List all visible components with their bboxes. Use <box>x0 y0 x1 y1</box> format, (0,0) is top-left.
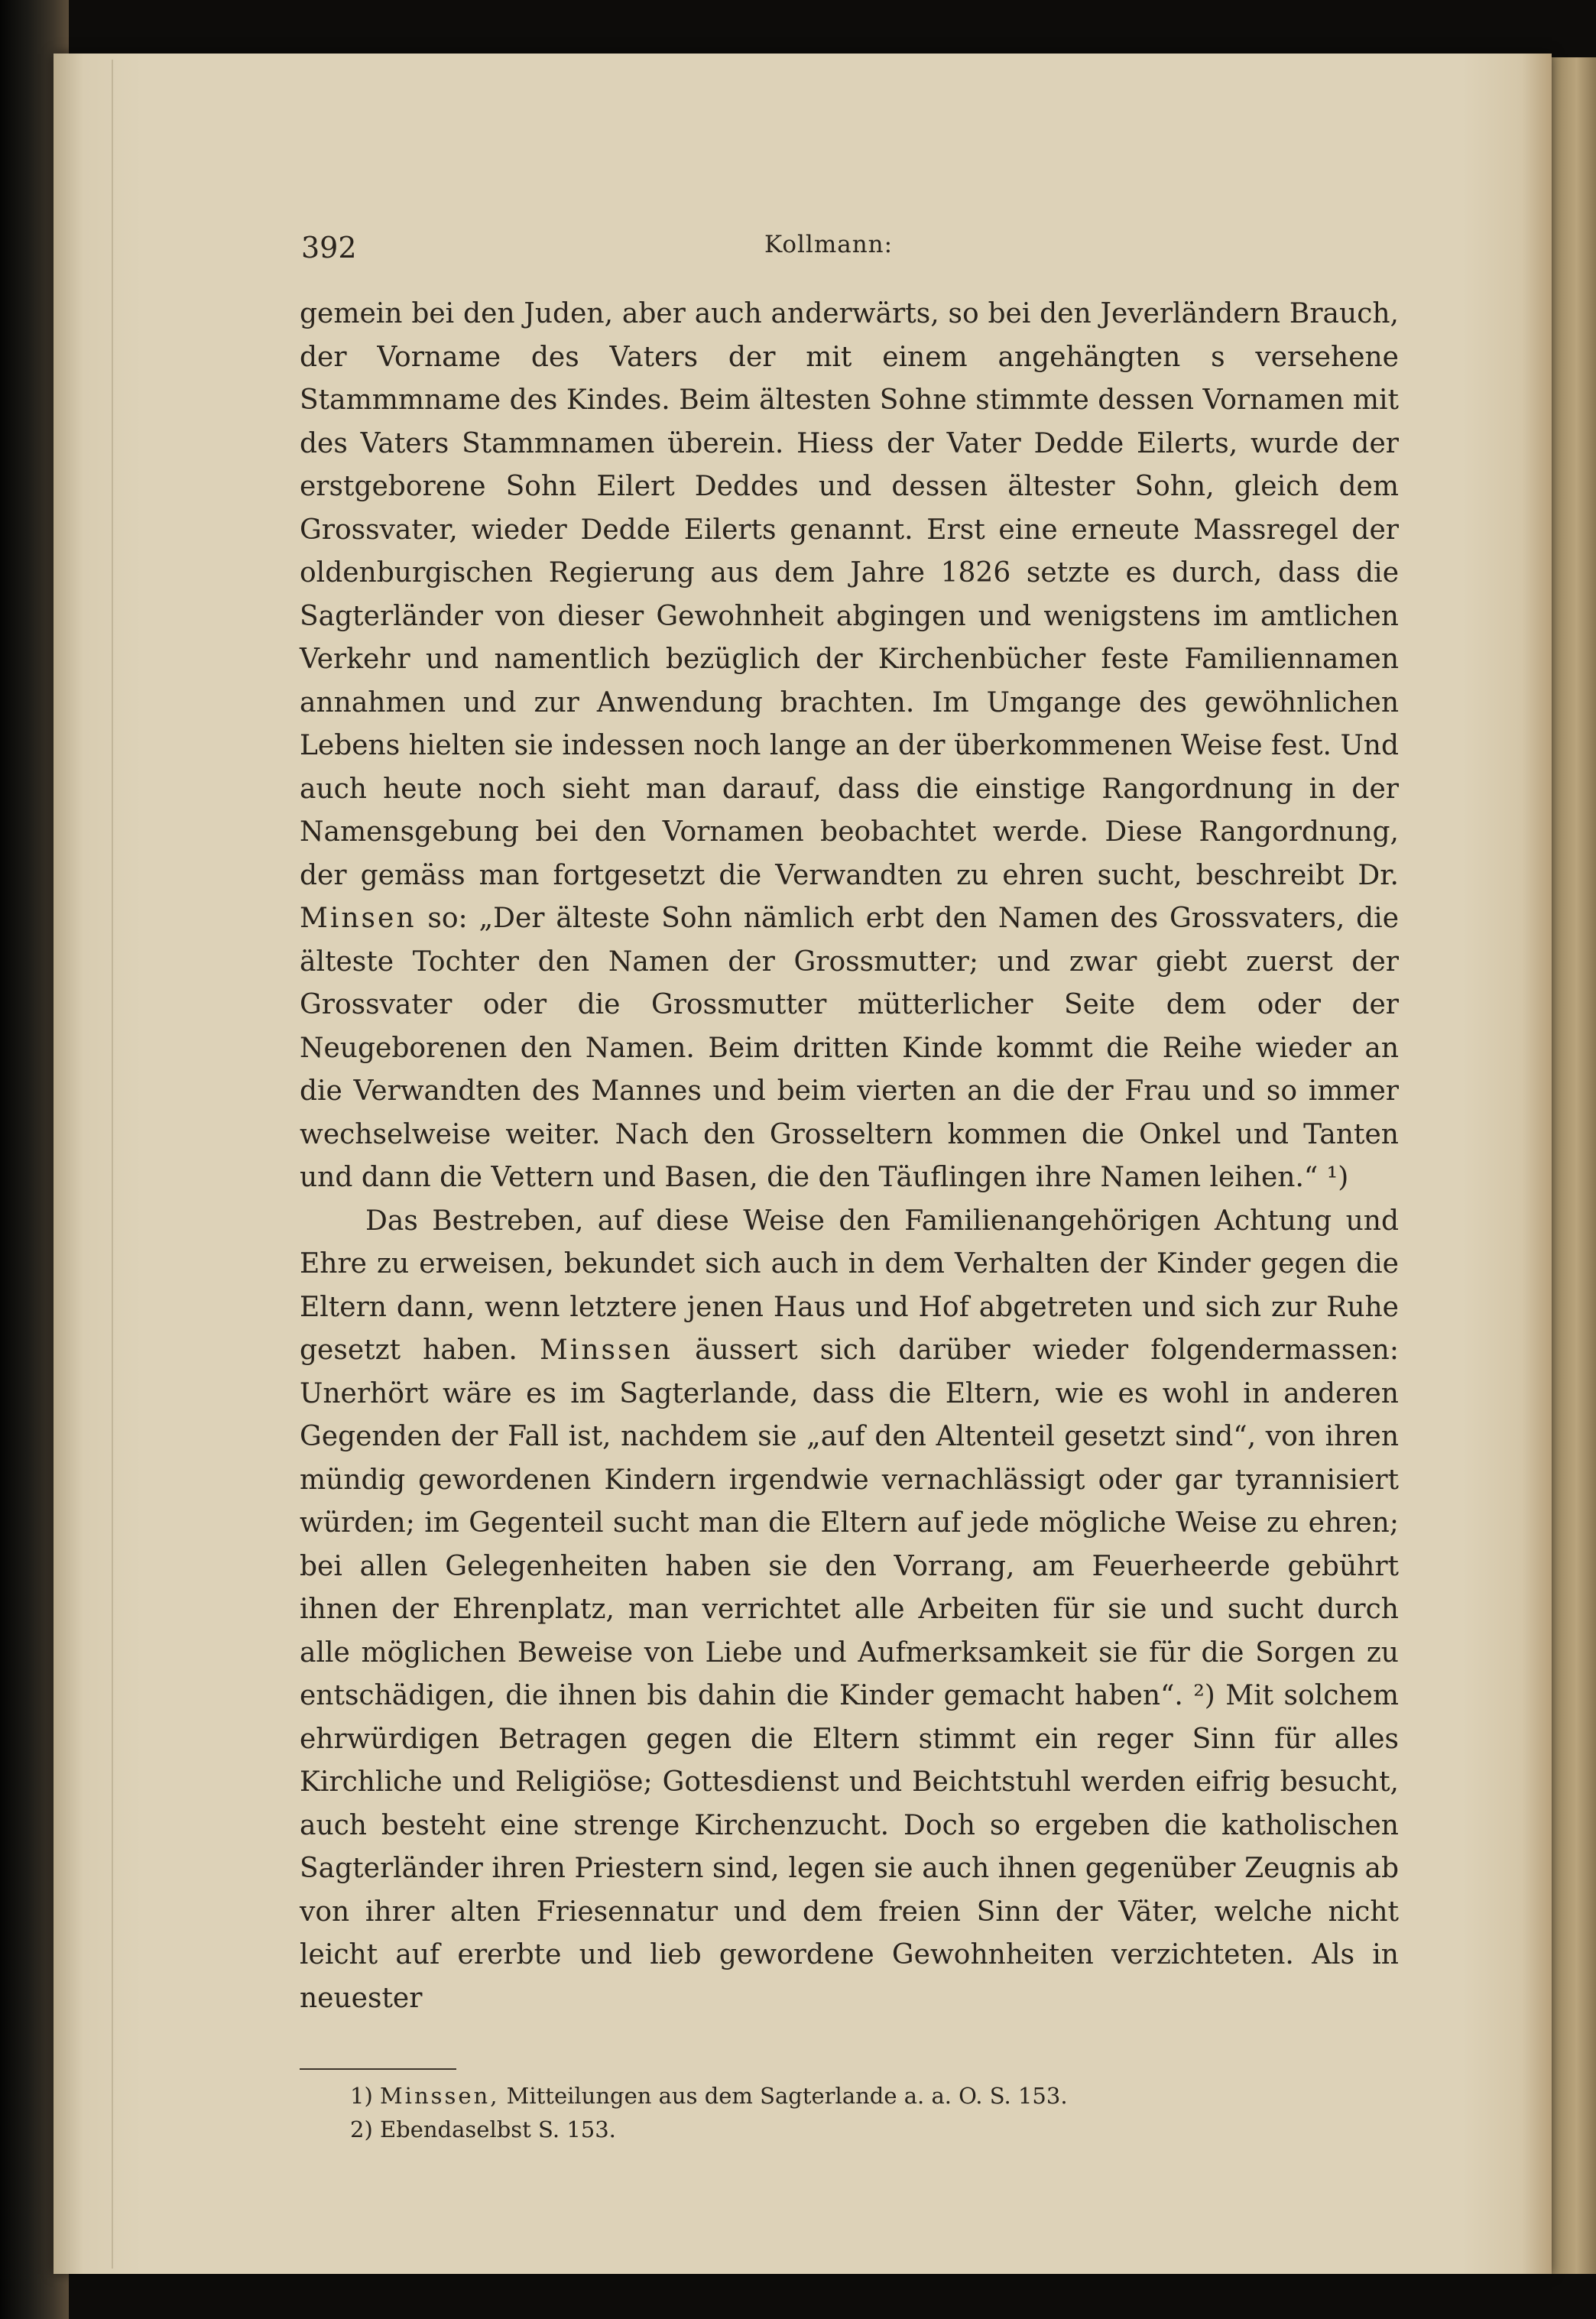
paragraph-2 <box>300 1200 1399 2021</box>
paragraph-1-text-b: so: „Der älteste Sohn nämlich erbt den Namen des Grossvaters, die älteste Tochter den Namen der Grossmutter; und zwar giebt zuerst der Grossvater oder die Grossmutter mütterlicher Seite dem oder der Neugeborenen den Namen. Beim dritten Kinde kommt die Reihe wieder an die Verwandten des Mannes und beim vierten an die der Frau und so immer wechselweise weiter. Nach den Grosseltern kommen die Onkel und Tanten und dann die Vettern und Basen, die den Täuflingen ihre Namen leihen.“ ¹) <box>300 903 1399 1193</box>
page-inner-edge <box>112 60 113 2269</box>
footnote-1-mark: 1) <box>350 2083 373 2109</box>
footnote-1-text: Mitteilungen aus dem Sagterlande a. a. O. S. 153. <box>506 2083 1068 2109</box>
footnote-1 <box>300 2079 1400 2113</box>
paragraph-1-text-a: gemein bei den Juden, aber auch anderwärts, so bei den Jeverländern Brauch, der Vorname des Vaters der mit einem angehängten s versehene Stammmname des Kindes. Beim ältesten Sohne stimmte dessen Vornamen mit des Vaters Stammnamen überein. Hiess der Vater Dedde Eilerts, wurde der erstgeborene Sohn Eilert Deddes und dessen ältester Sohn, gleich dem Grossvater, wieder Dedde Eilerts genannt. Erst eine erneute Massregel der oldenburgischen Regierung aus dem Jahre 1826 setzte es durch, dass die Sagterländer von dieser Gewohnheit abgingen und wenigstens im amtlichen Verkehr und namentlich bezüglich der Kirchenbücher feste Familiennamen annahmen und zur Anwendung brachten. Im Umgange des gewöhnlichen Lebens hielten sie indessen noch lange an der überkommenen Weise fest. Und auch heute noch sieht man darauf, dass die einstige Rangordnung in der Namensgebung bei den Vornamen beobachtet werde. Diese Rangordnung, der gemäss man fortgesetzt die Verwandten zu ehren sucht, beschreibt Dr. <box>300 298 1400 891</box>
body-text <box>300 293 1399 2020</box>
footnote-1-author: Minssen, <box>379 2083 500 2109</box>
footnote-2-mark: 2) <box>350 2116 373 2142</box>
footnotes <box>300 2079 1400 2146</box>
next-page-edge <box>1548 57 1596 2274</box>
author-name-spaced: Minssen <box>539 1335 673 1366</box>
page-number: 392 <box>301 231 357 264</box>
paragraph-2-text-b: äussert sich darüber wieder folgendermassen: Unerhört wäre es im Sagterlande, dass die Eltern, wie es wohl in anderen Gegenden der Fall ist, nachdem sie „auf den Altenteil gesetzt sind“, von ihren mündig gewordenen Kindern irgendwie vernachlässigt oder gar tyrannisiert würden; im Gegenteil sucht man die Eltern auf jede mögliche Weise zu ehren; bei allen Gelegenheiten haben sie den Vorrang, am Feuerheerde gebührt ihnen der Ehrenplatz, man verrichtet alle Arbeiten für sie und sucht durch alle möglichen Beweise von Liebe und Aufmerksamkeit sie für die Sorgen zu entschädigen, die ihnen bis dahin die Kinder gemacht haben“. ²) Mit solchem ehrwürdigen Betragen gegen die Eltern stimmt ein reger Sinn für alles Kirchliche und Religiöse; Gottesdienst und Beichtstuhl werden eifrig besucht, auch besteht eine strenge Kirchenzucht. Doch so ergeben die katholischen Sagterländer ihren Priestern sind, legen sie auch ihnen gegenüber Zeugnis ab von ihrer alten Friesennatur und dem freien Sinn der Väter, welche nicht leicht auf ererbte und lieb gewordene Gewohnheiten verzichteten. Als in neuester <box>300 1335 1399 2014</box>
running-head: Kollmann: <box>764 231 894 258</box>
footnote-rule <box>300 2068 456 2070</box>
footnote-2 <box>300 2113 1400 2146</box>
footnote-2-text: Ebendaselbst S. 153. <box>379 2116 616 2142</box>
author-name-spaced: Minsen <box>300 903 417 934</box>
paragraph-1 <box>300 293 1399 1200</box>
paragraph-2-text-a: Das Bestreben, auf diese Weise den Familienangehörigen Achtung und Ehre zu erweisen, bekundet sich auch in dem Verhalten der Kinder gegen die Eltern dann, wenn letztere jenen Haus und Hof abgetreten und sich zur Ruhe gesetzt haben. <box>300 1205 1399 1366</box>
